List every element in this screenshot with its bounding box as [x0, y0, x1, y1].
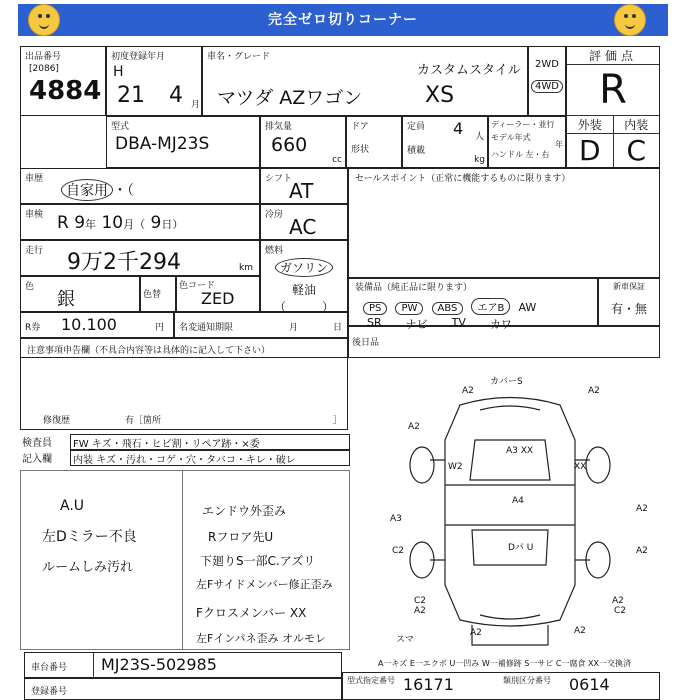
model-cell: [106, 116, 260, 168]
inspect-label: 車検: [25, 210, 44, 220]
equip-abs: ABS: [432, 302, 464, 315]
cc-value: 660: [271, 134, 308, 156]
diag-label: XX: [574, 462, 587, 472]
notice-label: 注意事項申告欄（不具合内容等は具体的に記入して下さい）: [27, 346, 271, 356]
load-label: 積載: [407, 146, 426, 156]
diag-label: A2: [414, 606, 426, 616]
color-label: 色: [25, 282, 35, 292]
diag-label: A2: [636, 504, 648, 514]
repair-close: ］: [333, 416, 343, 426]
class-value: 0614: [569, 675, 610, 694]
door-shape: 形状: [351, 145, 370, 155]
color-change-label: 色替: [143, 290, 162, 300]
car-label: 車名・グレード: [207, 52, 271, 62]
reg-era: H: [113, 64, 124, 80]
inspect-cell: 車検 R 9年 10月（ 9日）: [20, 204, 260, 240]
tax-month: 月: [289, 323, 299, 333]
dealer-cell: [488, 116, 566, 168]
repair-value: 有［箇所: [125, 416, 162, 426]
reg-label: 初度登録年月: [111, 52, 166, 62]
designated-value: 16171: [403, 675, 454, 694]
car-name: マツダ AZワゴン: [217, 87, 363, 109]
reg-cell: [106, 46, 202, 116]
inspect-y: 年: [85, 218, 97, 231]
history-value: 自家用: [61, 179, 113, 201]
history-extra: ・（: [113, 183, 134, 199]
equip-pw: PW: [395, 302, 423, 315]
diag-label: W2: [448, 462, 463, 472]
equip-aw: AW: [518, 301, 537, 314]
diag-label: Dパ U: [508, 543, 534, 553]
class-label: 類別区分番号: [503, 676, 551, 685]
load-unit: kg: [474, 155, 485, 165]
checker-label-1: 検査員: [22, 438, 52, 449]
sales-point-cell: [348, 168, 660, 278]
header-title: 完全ゼロ切りコーナー: [268, 12, 418, 28]
diag-label: A4: [512, 496, 524, 506]
rating-score: R: [599, 67, 627, 113]
diag-label: C2: [414, 596, 427, 606]
inspect-d: 日）: [161, 218, 184, 231]
reg-number-cell: [24, 678, 342, 700]
diag-label: C2: [614, 606, 627, 616]
color-code: ZED: [201, 289, 235, 308]
handle-label: ハンドル 左・右: [491, 150, 550, 159]
chassis-label: 車台番号: [31, 663, 68, 673]
mileage-value: 9万2千294: [67, 250, 181, 275]
lot-sub: [2086]: [29, 64, 59, 74]
equip-navi: ナビ: [405, 318, 428, 331]
aircon-label: 冷房: [265, 210, 284, 220]
inspect-day: 9: [150, 213, 162, 233]
mileage-label: 走行: [25, 246, 44, 256]
fuel-alt: 軽油: [291, 283, 316, 297]
header-banner: [18, 4, 668, 36]
int-label: 内装: [613, 116, 660, 133]
seats-label: 定員: [407, 122, 426, 132]
reg-number-label: 登録番号: [31, 687, 68, 697]
checker-area: [22, 434, 352, 466]
car-grade: XS: [425, 83, 455, 108]
model-value: DBA-MJ23S: [115, 134, 210, 154]
designation-cell: [342, 672, 660, 700]
after-label: 後日品: [352, 338, 380, 348]
diag-label: A2: [462, 386, 474, 396]
shift-label: シフト: [265, 174, 293, 184]
inspect-year: 9: [74, 213, 86, 233]
color-code-label: 色コード: [179, 281, 216, 291]
car-style: カスタムスタイル: [417, 63, 521, 78]
chassis-value: MJ23S-502985: [101, 655, 217, 674]
chassis-cell: [24, 652, 342, 678]
car-cell: [202, 46, 528, 116]
checker-int-items: キズ・汚れ・コゲ・穴・タバコ・キレ・破レ: [96, 455, 296, 466]
new-warranty-cell: [598, 278, 660, 326]
seats-unit: 人: [475, 132, 485, 142]
note-right-5: Fクロスメンバー XX: [196, 606, 307, 620]
note-left-2: 左Dミラー不良: [42, 529, 137, 545]
diag-label: A2: [408, 422, 420, 432]
diag-label: A3: [390, 514, 402, 524]
inspect-era: R: [57, 213, 69, 233]
sales-point-label: セールスポイント（正常に機能するものに限ります）: [355, 174, 571, 184]
diag-label: A2: [574, 626, 586, 636]
note-left-1: A.U: [60, 498, 85, 514]
equip-airbag: エアB: [471, 298, 510, 315]
mascot-bear-icon: [28, 4, 60, 36]
diag-label: A3 XX: [506, 446, 534, 456]
tax-cell: [174, 312, 348, 338]
recycle-value: 10.100: [61, 315, 117, 334]
equip-sr: SR: [367, 316, 382, 329]
ext-label: 外装: [577, 118, 602, 132]
history-cell: [20, 168, 260, 204]
diag-label: A2: [470, 628, 482, 638]
lot-label: 出品番号: [25, 52, 62, 62]
door-label: ドア: [351, 122, 369, 132]
seats-value: 4: [453, 119, 464, 138]
model-year-label: モデル年式: [491, 133, 531, 142]
shift-cell: [260, 168, 348, 204]
reg-month: 4: [169, 83, 183, 108]
aircon-value: AC: [289, 215, 317, 239]
equip-ps: PS: [363, 302, 387, 315]
cc-unit: cc: [332, 155, 342, 165]
diag-label: スマ: [396, 635, 414, 645]
diag-label: C2: [392, 546, 405, 556]
new-warranty-label: 新車保証: [613, 282, 645, 291]
note-right-6: 左Fインパネ歪み オルモレ: [196, 632, 327, 645]
int-score: C: [613, 134, 660, 167]
cc-label: 排気量: [265, 122, 293, 132]
rating-cell: [566, 46, 660, 168]
new-warranty-value: 有・無: [610, 302, 647, 316]
checker-int: 内装: [73, 455, 93, 466]
diag-label: A2: [612, 596, 624, 606]
color-cell: [20, 276, 140, 312]
recycle-unit: 円: [155, 323, 165, 333]
mileage-cell: [20, 240, 260, 276]
seats-cell: [402, 116, 488, 168]
diag-label: A2: [588, 386, 600, 396]
history-label: 車歴: [25, 174, 44, 184]
tax-day: 日: [333, 323, 343, 333]
rating-label: 評価点: [567, 47, 659, 65]
equip-label: 装備品（純正品に限ります）: [355, 283, 473, 293]
fuel-cell: 燃料 ガソリン 軽油 （ ）: [260, 240, 348, 312]
note-left-3: ルームしみ汚れ: [42, 560, 134, 575]
color-change-cell: [140, 276, 176, 312]
recycle-cell: [20, 312, 174, 338]
fuel-label: 燃料: [265, 246, 284, 256]
shift-value: AT: [289, 179, 314, 203]
equip-cell: [348, 278, 598, 331]
fuel-value: ガソリン: [275, 258, 333, 277]
door-cell: [346, 116, 402, 168]
recycle-label: R券: [25, 323, 41, 333]
note-right-2: Rフロア先U: [208, 530, 274, 544]
note-right-1: エンドウ外歪み: [202, 504, 287, 518]
diagram-top: カバーS: [490, 377, 523, 387]
equip-leather: カワ: [489, 318, 512, 331]
designated-label: 型式指定番号: [347, 676, 395, 685]
equip-tv: TV: [451, 316, 466, 329]
drive-4wd: 4WD: [531, 80, 563, 93]
drive-cell: [528, 46, 566, 116]
lot-number: 4884: [29, 76, 102, 106]
cc-cell: [260, 116, 346, 168]
drive-2wd: 2WD: [535, 59, 559, 70]
ext-score: D: [578, 134, 601, 167]
color-value: 銀: [57, 289, 75, 310]
inspect-m: 月: [123, 218, 135, 231]
model-label: 型式: [111, 122, 130, 132]
reg-month-unit: 月: [191, 100, 201, 110]
mileage-unit: km: [239, 263, 253, 273]
note-right-3: 下廻りS一部C.アズリ: [200, 554, 316, 568]
inspect-month: 10: [101, 213, 124, 233]
year-unit: 年: [555, 140, 563, 149]
note-right-4: 左Fサイドメンバー修正歪み: [196, 578, 333, 591]
tax-label: 名変通知期限: [179, 323, 234, 333]
damage-legend: A一キズ E一エクボ U一凹み W一補修跡 S一サビ C一腐食 XX一交換済: [378, 659, 632, 668]
color-code-cell: [176, 276, 260, 312]
checker-label-2: 記入欄: [22, 454, 52, 465]
lot-cell: [20, 46, 106, 116]
diag-label: A2: [636, 546, 648, 556]
after-cell: [348, 326, 660, 358]
mascot-bear-icon: [614, 4, 646, 36]
aircon-cell: [260, 204, 348, 240]
reg-year: 21: [117, 83, 145, 108]
notice-cell: [20, 338, 348, 430]
checker-fw: FW: [73, 439, 89, 450]
repair-label: 修復歴: [43, 416, 71, 426]
checker-fw-items: キズ・飛石・ヒビ割・リペア跡・×委: [91, 439, 260, 450]
dealer-label: ディーラー・並行: [491, 120, 555, 129]
